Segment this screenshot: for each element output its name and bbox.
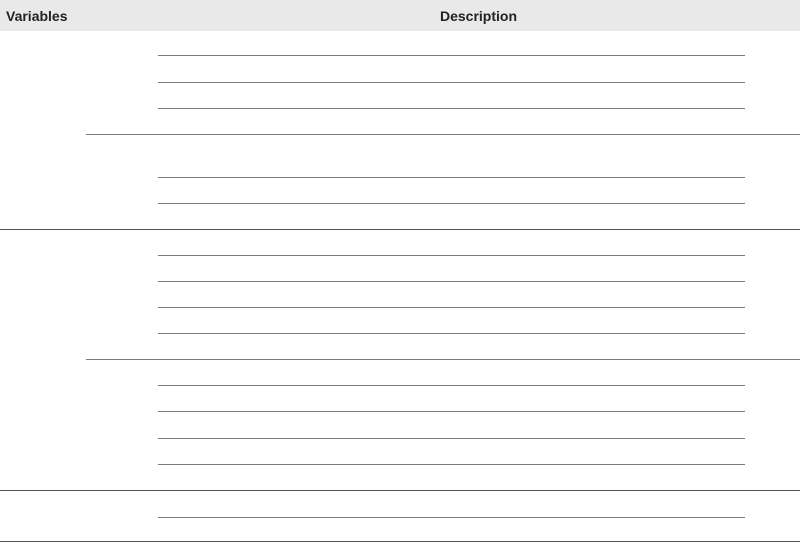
item-code [158, 134, 216, 177]
item-description [217, 411, 745, 438]
header-variables: Variables [6, 7, 68, 24]
item-description [217, 55, 745, 82]
item-description [217, 464, 745, 490]
item-description [217, 359, 745, 385]
item-code [158, 108, 216, 134]
item-code [158, 255, 216, 281]
score-range [750, 359, 800, 490]
item-description [217, 134, 745, 177]
subgroup-label [86, 31, 158, 134]
item-description [217, 177, 745, 203]
group-label [6, 31, 86, 229]
item-code [158, 203, 216, 229]
subgroup-label [86, 229, 158, 359]
item-code [158, 490, 216, 517]
item-code [158, 229, 216, 255]
item-code [158, 307, 216, 333]
item-code [158, 177, 216, 203]
item-code [158, 517, 216, 542]
item-description [217, 333, 745, 359]
score-range [740, 490, 796, 542]
item-code [158, 359, 216, 385]
score-range [750, 31, 800, 134]
group-label [6, 490, 156, 542]
subgroup-label [86, 134, 158, 229]
item-description [217, 108, 745, 134]
item-code [158, 464, 216, 490]
group-label [6, 229, 86, 490]
item-code [158, 281, 216, 307]
score-range [750, 134, 800, 229]
item-description [217, 229, 745, 255]
item-code [158, 82, 216, 108]
item-description [217, 82, 745, 108]
item-description [217, 281, 745, 307]
item-description [217, 307, 745, 333]
score-range [750, 229, 800, 359]
item-description [217, 490, 745, 517]
item-description [217, 385, 745, 411]
item-code [158, 385, 216, 411]
header-description: Description [440, 7, 518, 24]
item-description [217, 203, 745, 229]
item-code [158, 438, 216, 464]
item-code [158, 55, 216, 82]
item-code [158, 31, 216, 55]
item-description [217, 438, 745, 464]
item-code [158, 411, 216, 438]
subgroup-label [86, 359, 158, 490]
item-code [158, 333, 216, 359]
item-description [217, 517, 745, 542]
item-description [217, 255, 745, 281]
item-description [217, 31, 745, 55]
